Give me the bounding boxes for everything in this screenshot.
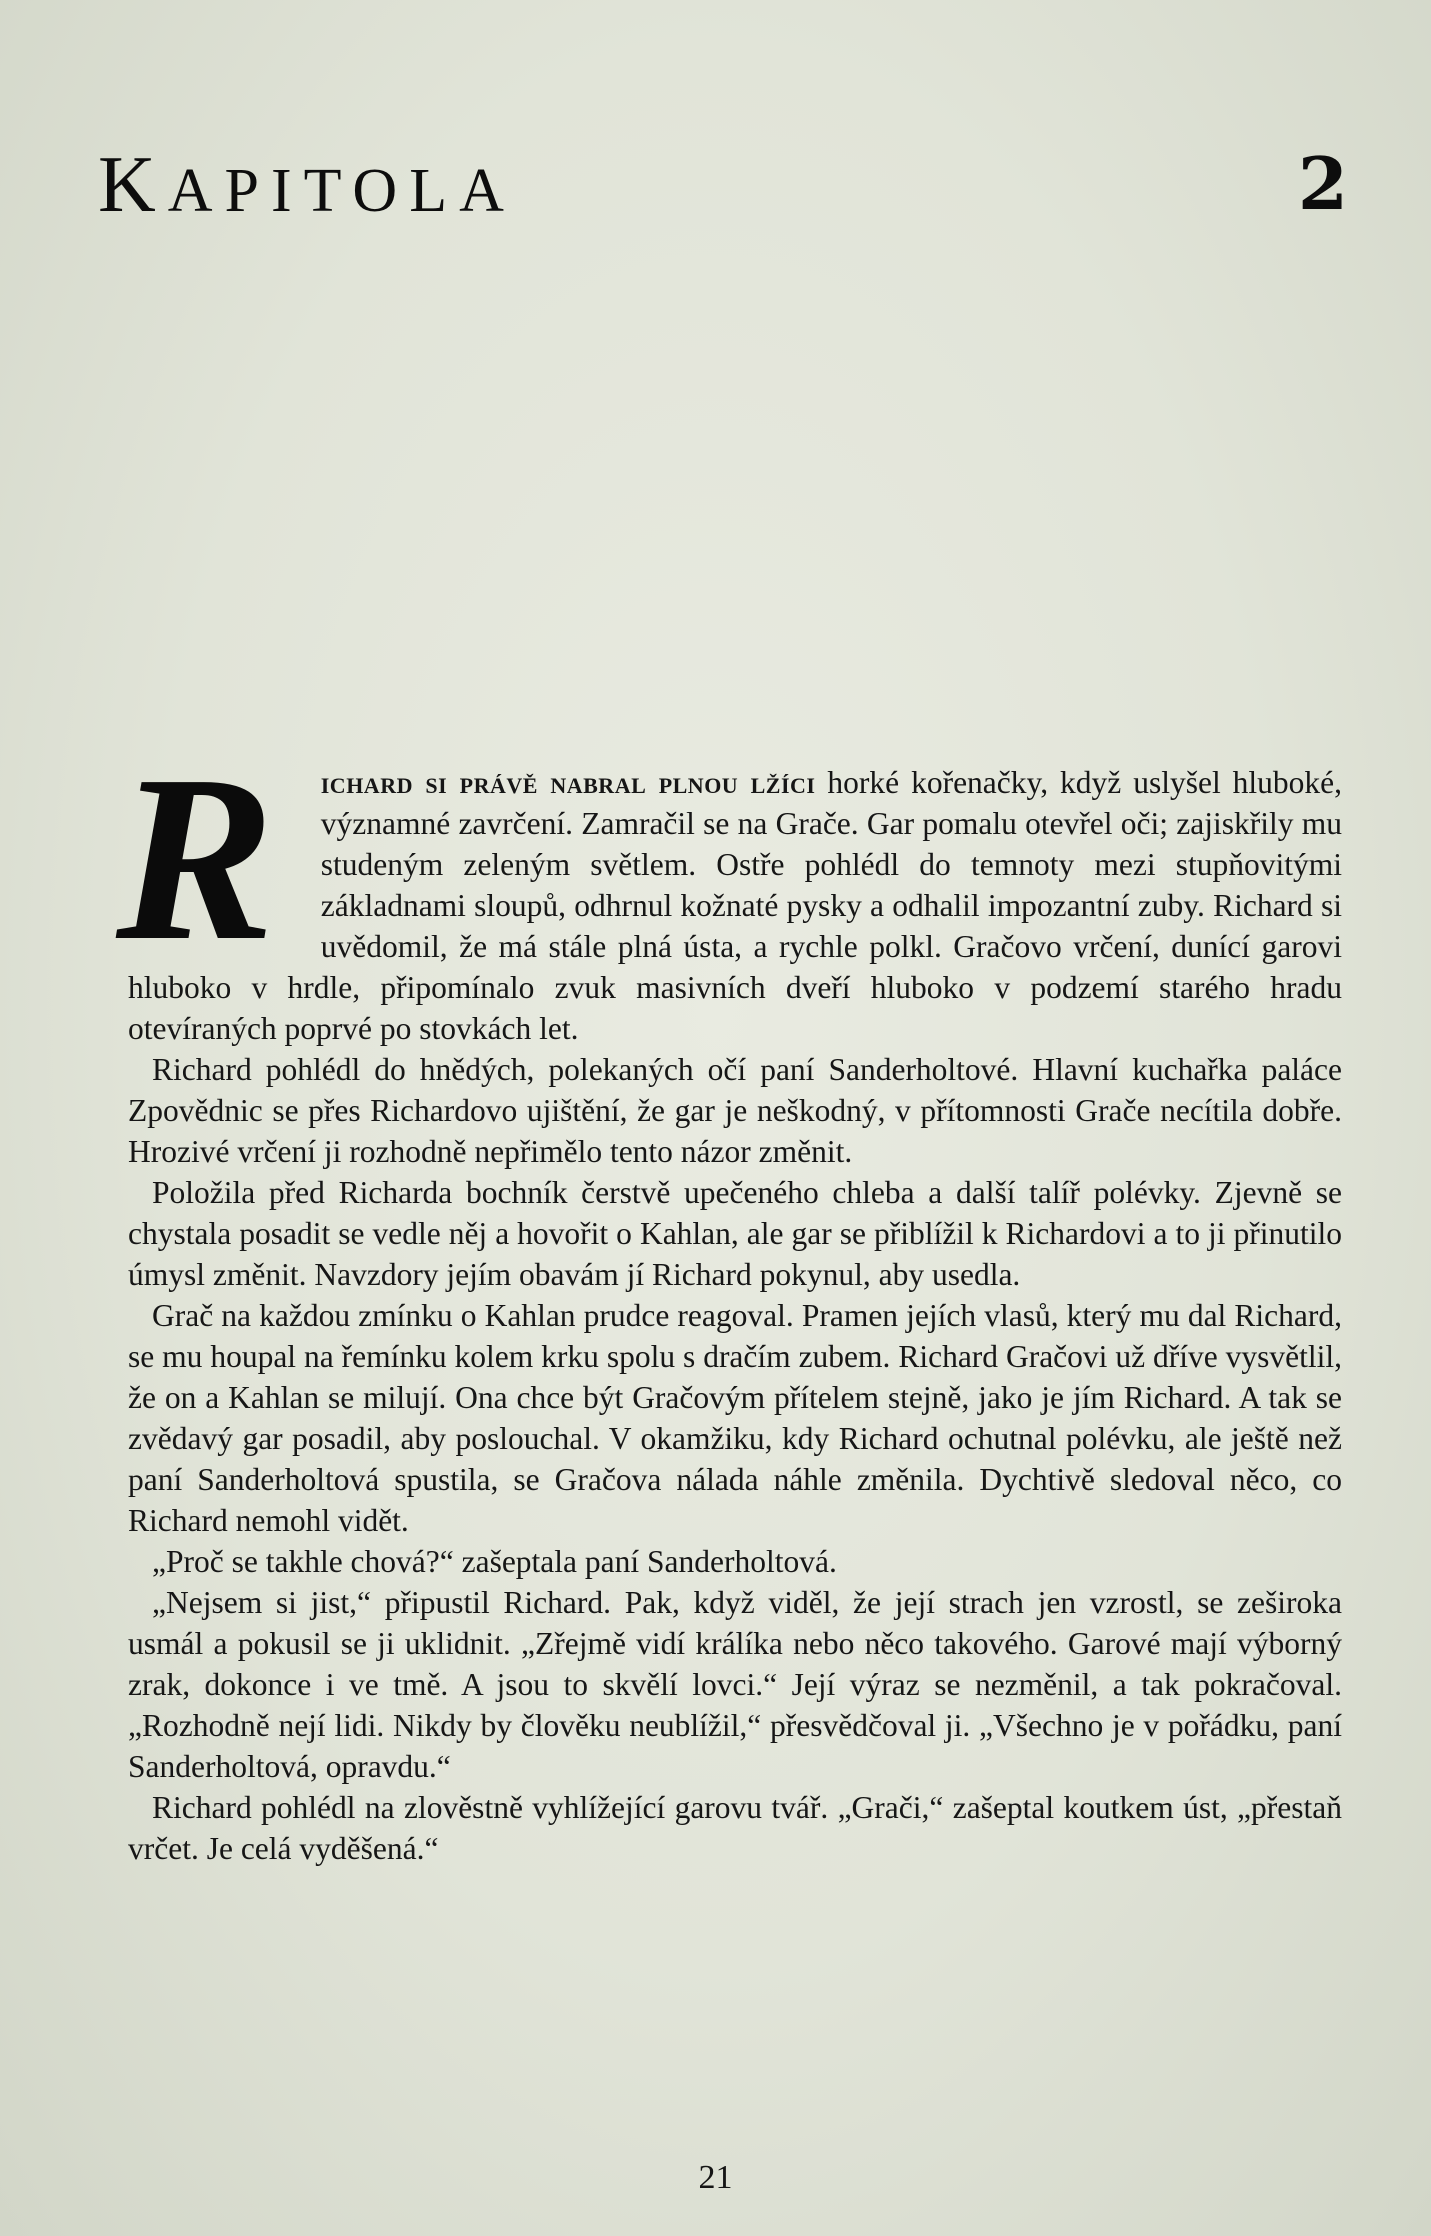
chapter-title-initial: K bbox=[98, 141, 168, 229]
paragraph: Richard pohlédl na zlověstně vyhlížející garovu tvář. „Grači,“ zašeptal koutkem úst, „přestaň vrčet. Je celá vyděšená.“ bbox=[128, 1790, 1342, 1866]
drop-cap: R bbox=[116, 727, 275, 990]
paragraph: Grač na každou zmínku o Kahlan prudce reagoval. Pramen jejích vlasů, který mu dal Richard, se mu houpal na řemínku kolem krku spolu s dračím zubem. Richard Gračovi už dříve vysvětlil, že on a Kahlan se milují. Ona chce být Gračovým přítelem stejně, jako je jím Richard. A tak se zvědavý gar posadil, aby poslouchal. V okamžiku, kdy Richard ochutnal polévku, ale ještě než paní Sanderholtová spustila, se Gračova nálada náhle změnila. Dychtivě sledoval něco, co Richard nemohl vidět. bbox=[128, 1298, 1342, 1538]
paragraph: „Proč se takhle chová?“ zašeptala paní Sanderholtová. bbox=[152, 1544, 837, 1579]
opening-text: horké kořenačky, když uslyšel hluboké, významné zavrčení. Zamračil se na Grače. Gar pomalu otevřel oči; zajiskřily mu studeným zeleným světlem. Ostře pohlédl do temnoty mezi stupňovitými základnami sloupů, odhrnul kožnaté pysky a odhalil impozantní zuby. Richard si uvědomil, že má stále plná ústa, a rychle polkl. Gračovo vrčení, dunící garovi hluboko v hrdle, připomínalo zvuk masivních dveří hluboko v podzemí starého hradu otevíraných poprvé po stovkách let. bbox=[128, 765, 1342, 1046]
paragraph: „Nejsem si jist,“ připustil Richard. Pak, když viděl, že její strach jen vzrostl, se zeširoka usmál a pokusil se ji uklidnit. „Zřejmě vidí králíka nebo něco takového. Garové mají výborný zrak, dokonce i ve tmě. A jsou to skvělí lovci.“ Její výraz se nezměnil, a tak pokračoval. „Rozhodně nejí lidi. Nikdy by člověku neublížil,“ přesvědčoval ji. „Všechno je v pořádku, paní Sanderholtová, opravdu.“ bbox=[128, 1585, 1342, 1784]
chapter-heading bbox=[98, 140, 1348, 250]
chapter-title-rest: APITOLA bbox=[167, 157, 516, 225]
page-number: 21 bbox=[698, 2159, 733, 2196]
chapter-number: 2 bbox=[1297, 141, 1348, 226]
chapter-title bbox=[98, 140, 516, 236]
chapter-body bbox=[116, 727, 1342, 1869]
paragraph: Položila před Richarda bochník čerstvě upečeného chleba a další talíř polévky. Zjevně se chystala posadit se vedle něj a hovořit o Kahlan, ale gar se přiblížil k Richardovi a to ji přinutilo úmysl změnit. Navzdory jejím obavám jí Richard pokynul, aby usedla. bbox=[128, 1175, 1342, 1292]
lead-small-caps: ichard si právě nabral plnou lžíci bbox=[320, 765, 816, 800]
paragraph: Richard pohlédl do hnědých, polekaných očí paní Sanderholtové. Hlavní kuchařka paláce Zpovědnic se přes Richardovo ujištění, že gar je neškodný, v přítomnosti Grače necítila dobře. Hrozivé vrčení ji rozhodně nepřimělo tento názor změnit. bbox=[128, 1052, 1342, 1169]
opening-paragraph bbox=[116, 727, 1342, 1049]
